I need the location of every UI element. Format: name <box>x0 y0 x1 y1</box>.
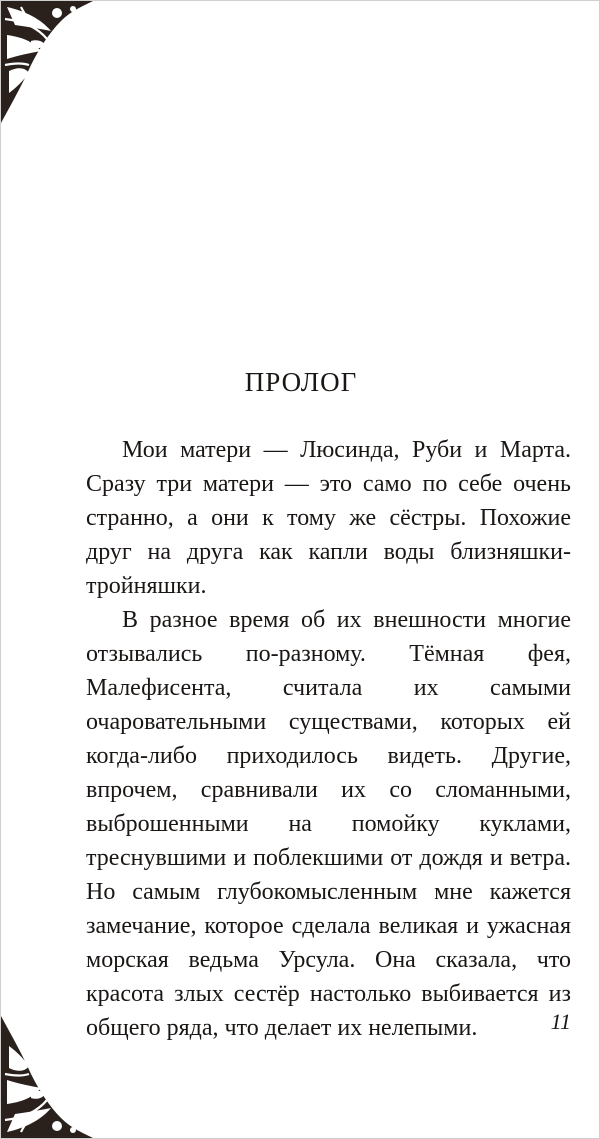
chapter-title: ПРОЛОГ <box>244 367 358 397</box>
paragraph-2: В разное время об их внешности многие отзывались по-разному. Тёмная фея, Малефисента, считала их самыми очаровательными существами, которых ей когда-либо приходилось видеть. Другие, впрочем, сравнивали их со сломанными, выброшенными на помойку куклами, треснувшими и поблекшими от дождя и ветра. Но самым глубокомысленным мне кажется замечание, которое сделала великая и ужасная морская ведьма Урсула. Она сказала, что красота злых сестёр настолько выбивается из общего ряда, что делает их нелепыми. <box>86 607 571 1041</box>
page-number: 11 <box>550 1009 571 1034</box>
corner-ornament-bottom-icon <box>1 1016 93 1138</box>
corner-ornament-top-icon <box>1 1 93 123</box>
paragraph-1: Мои матери — Люсинда, Руби и Марта. Сразу три матери — это само по себе очень странно, а они к тому же сёстры. Похожие друг на друга как капли воды близняшки-тройняшки. <box>86 437 571 599</box>
body-text <box>86 433 571 1045</box>
